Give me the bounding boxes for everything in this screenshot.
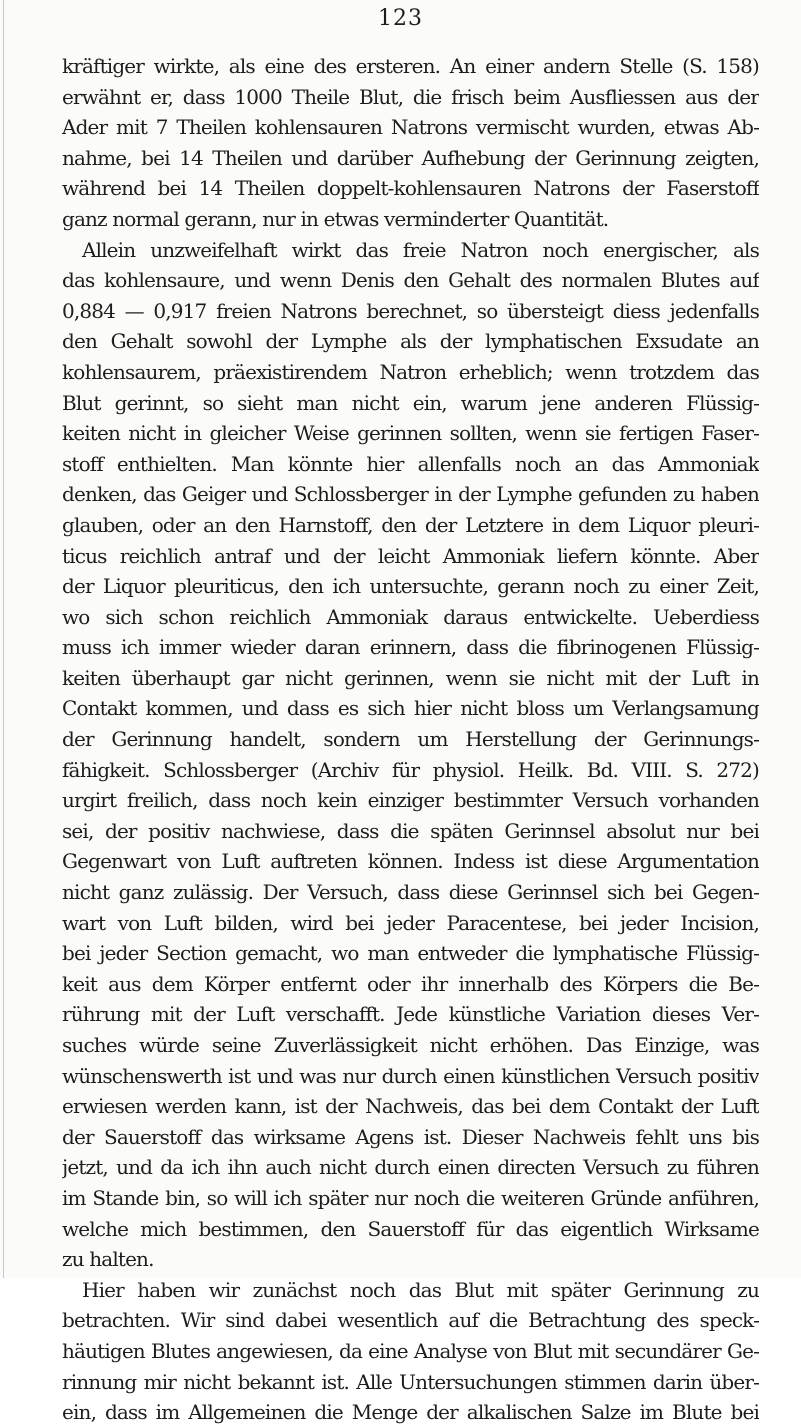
text-line: urgirt freilich, dass noch kein einziger bestimmter Versuch vorhanden	[62, 788, 759, 813]
text-line: das kohlensaure, und wenn Denis den Gehalt des normalen Blutes auf	[62, 268, 759, 293]
page-edge-line	[3, 0, 4, 1278]
text-line: sei, der positiv nachwiese, dass die späten Gerinnsel absolut nur bei	[62, 818, 759, 843]
text-line: bei jeder Section gemacht, wo man entweder die lymphatische Flüssig-	[62, 941, 759, 966]
body-text	[62, 51, 759, 1428]
text-line: stoff enthielten. Man könnte hier allenfalls noch an das Ammoniak	[62, 451, 759, 476]
text-line: betrachten. Wir sind dabei wesentlich auf die Betrachtung des speck-	[62, 1308, 759, 1333]
text-line: rührung mit der Luft verschafft. Jede künstliche Variation dieses Ver-	[62, 1002, 759, 1027]
text-line: fähigkeit. Schlossberger (Archiv für physiol. Heilk. Bd. VIII. S. 272)	[62, 757, 759, 782]
text-line: Contakt kommen, und dass es sich hier nicht bloss um Verlangsamung	[62, 696, 759, 721]
text-line: der Liquor pleuriticus, den ich untersuchte, gerann noch zu einer Zeit,	[62, 574, 759, 599]
text-line: keiten überhaupt gar nicht gerinnen, wenn sie nicht mit der Luft in	[62, 665, 759, 690]
text-line: wo sich schon reichlich Ammoniak daraus entwickelte. Ueberdiess	[62, 604, 759, 629]
text-line: welche mich bestimmen, den Sauerstoff für das eigentlich Wirksame	[62, 1216, 759, 1241]
text-line: Ader mit 7 Theilen kohlensauren Natrons vermischt wurden, etwas Ab-	[62, 115, 759, 140]
text-line: während bei 14 Theilen doppelt-kohlensauren Natrons der Faserstoff	[62, 176, 759, 201]
text-line: nahme, bei 14 Theilen und darüber Aufhebung der Gerinnung zeigten,	[62, 145, 759, 170]
text-line: muss ich immer wieder daran erinnern, dass die fibrinogenen Flüssig-	[62, 635, 759, 660]
text-line: Blut gerinnt, so sieht man nicht ein, warum jene anderen Flüssig-	[62, 390, 759, 415]
text-line: denken, das Geiger und Schlossberger in der Lymphe gefunden zu haben	[62, 482, 759, 507]
text-line: keiten nicht in gleicher Weise gerinnen sollten, wenn sie fertigen Faser-	[62, 421, 759, 446]
text-line: keit aus dem Körper entfernt oder ihr innerhalb des Körpers die Be-	[62, 971, 759, 996]
page-number: 123	[378, 6, 423, 31]
text-line: den Gehalt sowohl der Lymphe als der lymphatischen Exsudate an	[62, 329, 759, 354]
text-line: ticus reichlich antraf und der leicht Ammoniak liefern könnte. Aber	[62, 543, 759, 568]
text-line: häutigen Blutes angewiesen, da eine Analyse von Blut mit secundärer Ge-	[62, 1338, 759, 1363]
text-line: nicht ganz zulässig. Der Versuch, dass diese Gerinnsel sich bei Gegen-	[62, 880, 759, 905]
text-line: Hier haben wir zunächst noch das Blut mit später Gerinnung zu	[82, 1277, 759, 1302]
text-line: Gegenwart von Luft auftreten können. Indess ist diese Argumentation	[62, 849, 759, 874]
text-line: der Gerinnung handelt, sondern um Herstellung der Gerinnungs-	[62, 727, 759, 752]
text-line: ein, dass im Allgemeinen die Menge der alkalischen Salze im Blute bei	[62, 1400, 759, 1425]
text-line: kohlensaurem, präexistirendem Natron erheblich; wenn trotzdem das	[62, 359, 759, 384]
text-line: erwiesen werden kann, ist der Nachweis, das bei dem Contakt der Luft	[62, 1094, 759, 1119]
text-line: wünschenswerth ist und was nur durch einen künstlichen Versuch positiv	[62, 1063, 759, 1088]
text-line: ganz normal gerann, nur in etwas verminderter Quantität.	[62, 206, 609, 231]
text-line: suches würde seine Zuverlässigkeit nicht erhöhen. Das Einzige, was	[62, 1033, 759, 1057]
text-line: Allein unzweifelhaft wirkt das freie Natron noch energischer, als	[82, 237, 759, 262]
text-line: zu halten.	[62, 1247, 154, 1272]
text-line: kräftiger wirkte, als eine des ersteren. An einer andern Stelle (S. 158)	[62, 54, 759, 78]
text-line: rinnung mir nicht bekannt ist. Alle Untersuchungen stimmen darin über-	[62, 1369, 759, 1394]
text-line: erwähnt er, dass 1000 Theile Blut, die frisch beim Ausfliessen aus der	[62, 84, 759, 109]
text-line: im Stande bin, so will ich später nur noch die weiteren Gründe anführen,	[62, 1185, 759, 1210]
text-line: 0,884 — 0,917 freien Natrons berechnet, so übersteigt diess jedenfalls	[62, 298, 759, 323]
text-line: jetzt, und da ich ihn auch nicht durch einen directen Versuch zu führen	[62, 1155, 759, 1180]
text-line: wart von Luft bilden, wird bei jeder Paracentese, bei jeder Incision,	[62, 910, 759, 935]
text-line: der Sauerstoff das wirksame Agens ist. Dieser Nachweis fehlt uns bis	[62, 1124, 759, 1149]
text-line: glauben, oder an den Harnstoff, den der Letztere in dem Liquor pleuri-	[62, 512, 759, 537]
